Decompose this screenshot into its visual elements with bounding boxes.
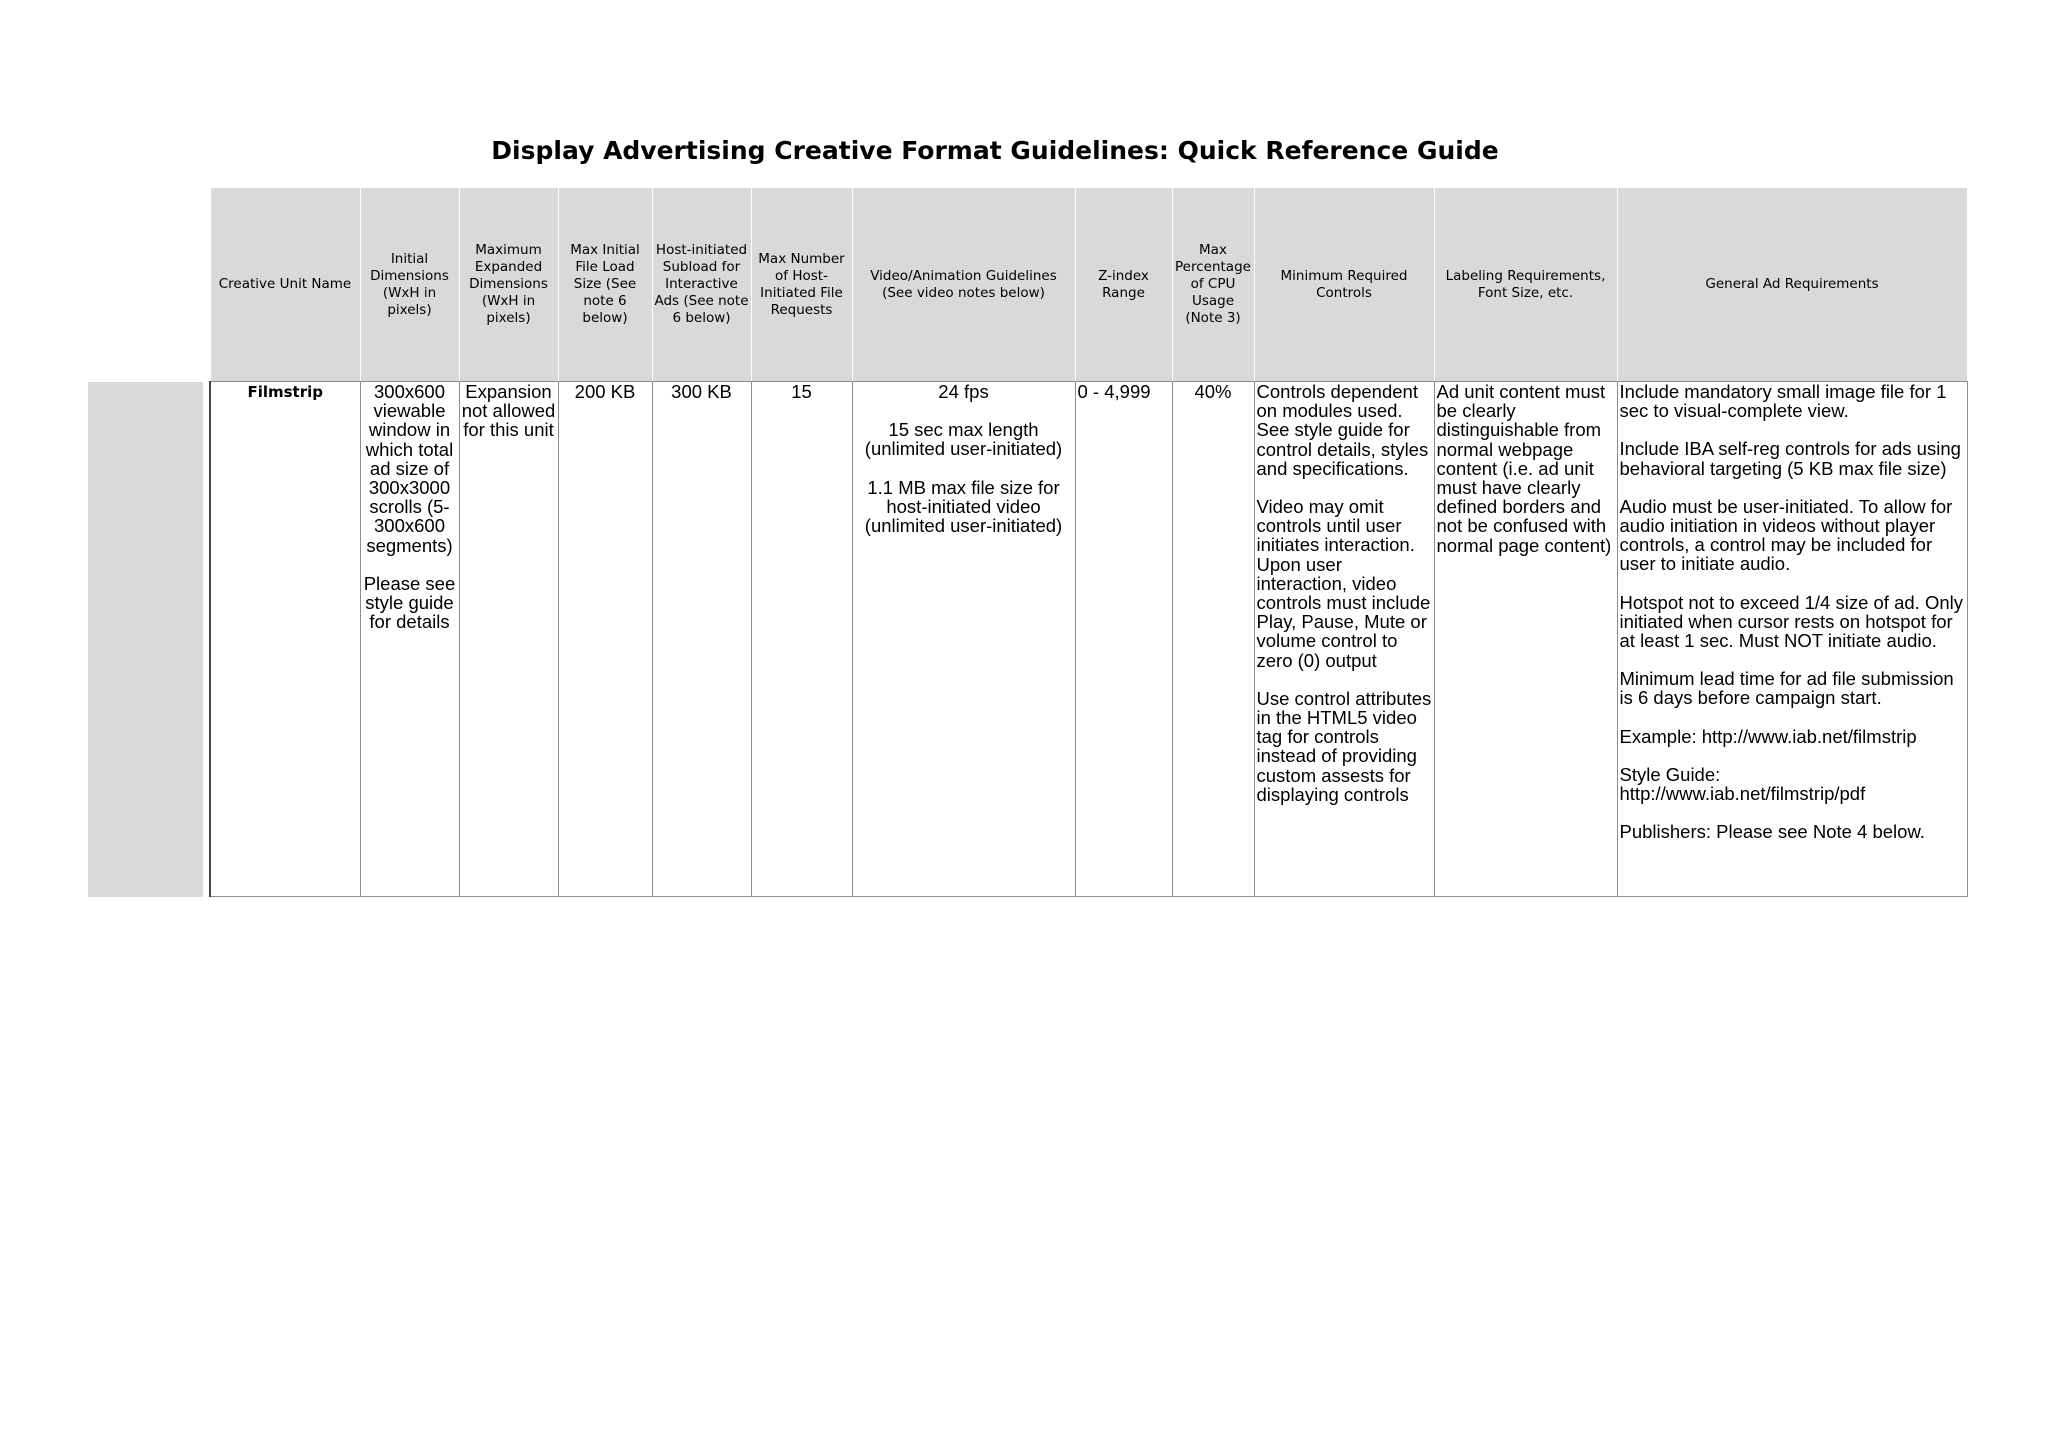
guidelines-table <box>209 188 1968 897</box>
cell-z-index: 0 - 4,999 <box>1075 382 1172 897</box>
cell-video-guidelines <box>852 382 1075 897</box>
general-req-style-guide: Style Guide: http://www.iab.net/filmstrip/pdf <box>1619 763 1866 805</box>
cell-max-initial-load: 200 KB <box>558 382 652 897</box>
header-labeling: Labeling Requirements, Font Size, etc. <box>1434 188 1617 382</box>
row-gutter <box>88 382 203 897</box>
header-max-initial-load: Max Initial File Load Size (See note 6 below) <box>558 188 652 382</box>
header-row <box>210 188 1967 382</box>
cell-host-subload: 300 KB <box>652 382 751 897</box>
page-title: Display Advertising Creative Format Guidelines: Quick Reference Guide <box>491 136 1499 165</box>
cell-max-file-requests: 15 <box>751 382 852 897</box>
cell-labeling: Ad unit content must be clearly distinguishable from normal webpage content (i.e. ad unit must have clearly defined borders and not be confused with normal page content) <box>1434 382 1617 897</box>
general-req-5: Minimum lead time for ad file submission is 6 days before campaign start. <box>1619 668 1954 709</box>
header-video-guidelines: Video/Animation Guidelines (See video notes below) <box>852 188 1075 382</box>
video-max-file-size: 1.1 MB max file size for host-initiated video (unlimited user-initiated) <box>864 476 1063 537</box>
general-req-3: Audio must be user-initiated. To allow for audio initiation in videos without player controls, a control may be included for user to initiate audio. <box>1619 495 1953 575</box>
general-req-1: Include mandatory small image file for 1 sec to visual-complete view. <box>1619 381 1947 422</box>
general-req-example: Example: http://www.iab.net/filmstrip <box>1619 725 1917 747</box>
cell-creative-unit-name: Filmstrip <box>210 382 360 897</box>
cell-max-expanded-dimensions: Expansion not allowed for this unit <box>459 382 558 897</box>
header-required-controls: Minimum Required Controls <box>1254 188 1434 382</box>
header-max-file-requests: Max Number of Host-Initiated File Requests <box>751 188 852 382</box>
header-max-expanded-dimensions: Maximum Expanded Dimensions (WxH in pixels) <box>459 188 558 382</box>
cell-required-controls <box>1254 382 1434 897</box>
controls-text-1: Controls dependent on modules used. See style guide for control details, styles and specifications. <box>1256 381 1429 479</box>
cell-cpu-usage: 40% <box>1172 382 1254 897</box>
header-host-subload: Host-initiated Subload for Interactive Ads (See note 6 below) <box>652 188 751 382</box>
table-row <box>210 382 1967 897</box>
general-req-2: Include IBA self-reg controls for ads using behavioral targeting (5 KB max file size) <box>1619 438 1961 479</box>
header-creative-unit-name: Creative Unit Name <box>210 188 360 382</box>
header-general-requirements: General Ad Requirements <box>1617 188 1967 382</box>
general-req-4: Hotspot not to exceed 1/4 size of ad. Only initiated when cursor rests on hotspot for at least 1 sec. Must NOT initiate audio. <box>1619 591 1963 652</box>
controls-text-3: Use control attributes in the HTML5 video tag for controls instead of providing custom assests for displaying controls <box>1256 687 1432 805</box>
cell-general-requirements <box>1617 382 1967 897</box>
header-initial-dimensions: Initial Dimensions (WxH in pixels) <box>360 188 459 382</box>
general-req-publishers-note: Publishers: Please see Note 4 below. <box>1619 821 1925 843</box>
header-cpu-usage: Max Percentage of CPU Usage (Note 3) <box>1172 188 1254 382</box>
video-max-length: 15 sec max length (unlimited user-initiated) <box>864 419 1063 460</box>
cell-initial-dimensions <box>360 382 459 897</box>
initial-dimensions-note: Please see style guide for details <box>363 572 456 633</box>
video-fps: 24 fps <box>938 381 989 402</box>
initial-dimensions-text: 300x600 viewable window in which total ad size of 300x3000 scrolls (5-300x600 segments) <box>365 381 454 556</box>
controls-text-2: Video may omit controls until user initiates interaction. Upon user interaction, video controls must include Play, Pause, Mute or volume control to zero (0) output <box>1256 496 1431 671</box>
header-z-index: Z-index Range <box>1075 188 1172 382</box>
